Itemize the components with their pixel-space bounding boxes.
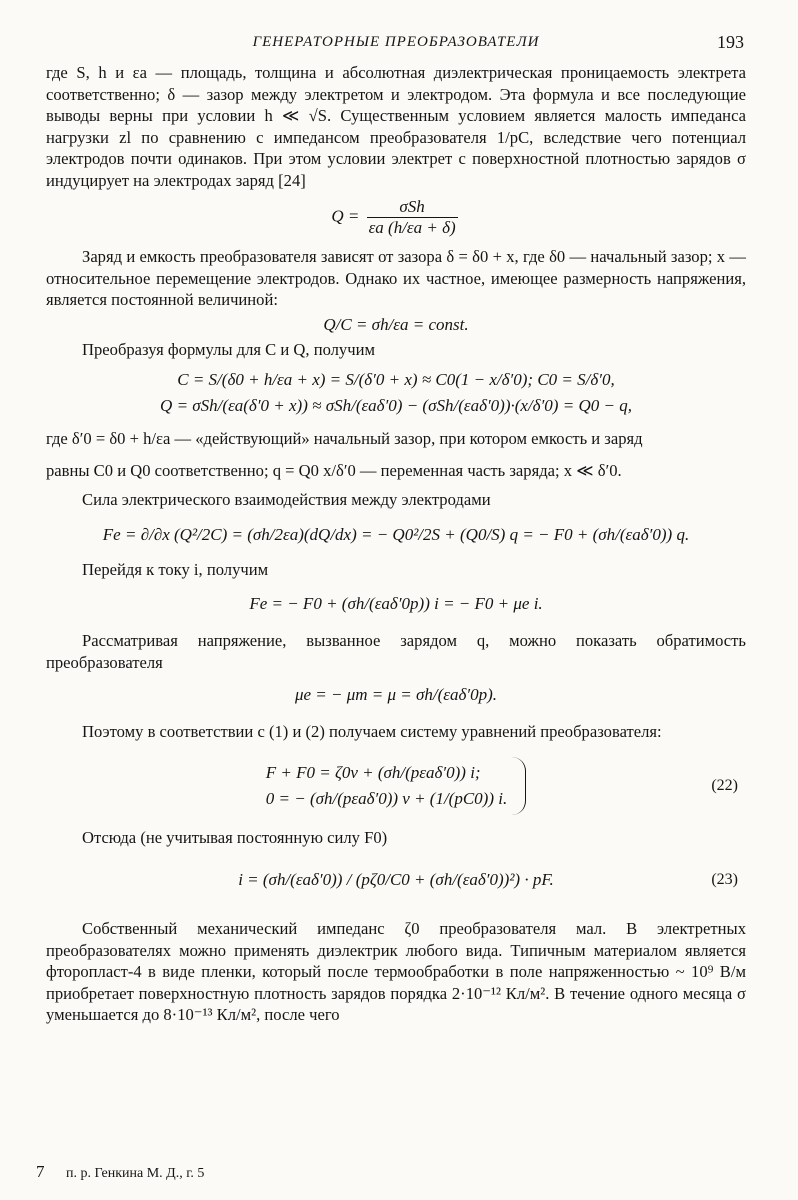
- paragraph-4a: где δ′0 = δ0 + h/εa — «действующий» начальный зазор, при котором емкость и заряд: [46, 429, 643, 448]
- page-number: 193: [717, 32, 744, 52]
- page-footer: [36, 1162, 204, 1182]
- footer-text: п. р. Генкина М. Д., г. 5: [66, 1166, 205, 1181]
- signature-mark: 7: [36, 1162, 45, 1181]
- paragraph-3: Преобразуя формулы для C и Q, получим: [82, 339, 375, 359]
- running-header: [46, 26, 746, 62]
- equation-q-fraction: [367, 197, 458, 238]
- paragraph-8: Поэтому в соответствии с (1) и (2) получаем систему уравнений преобразователя:: [82, 722, 662, 741]
- equation-q-expanded: Q = σSh/(εa(δ′0 + x)) ≈ σSh/(εaδ′0) − (σSh/(εaδ′0))·(x/δ′0) = Q0 − q,: [160, 396, 632, 415]
- equation-qc: Q/C = σh/εa = const.: [323, 314, 469, 334]
- book-page: [46, 26, 746, 1186]
- equation-system-line-2: 0 = − (σh/(pεaδ′0)) v + (1/(pC0)) i.: [265, 788, 508, 808]
- equation-number-22: (22): [711, 776, 738, 794]
- paragraph-2: Заряд и емкость преобразователя зависят от зазора δ = δ0 + x, где δ0 — начальный зазор; x — относительное перемещение электродов. Однако их частное, имеющее размерность напряжения, является постоянной величиной:: [46, 247, 746, 309]
- equation-system-line-1: F + F0 = ζ0v + (σh/(pεaδ′0)) i;: [265, 762, 481, 782]
- running-title: ГЕНЕРАТОРНЫЕ ПРЕОБРАЗОВАТЕЛИ: [252, 34, 540, 50]
- equation-q-denominator: εa (h/εa + δ): [368, 218, 456, 237]
- equation-i-23: [46, 870, 746, 890]
- paragraph-10: Собственный механический импеданс ζ0 преобразователя мал. В электретных преобразователях можно применять диэлектрик любого вида. Типичным материалом является фторопласт-4 в виде пленки, который после термообработки в поле напряженностью ~ 10⁹ В/м приобретает поверхностную плотность зарядов порядка 2·10⁻¹² Кл/м². В течение одного месяца σ уменьшается до 8·10⁻¹³ Кл/м², после чего: [46, 919, 746, 1024]
- equation-q-lhs: Q =: [331, 206, 360, 226]
- equation-number-23: (23): [711, 871, 738, 888]
- equation-q: [46, 197, 746, 238]
- equation-system-22: [46, 757, 746, 815]
- paragraph-9: Отсюда (не учитывая постоянную силу F0): [82, 827, 388, 847]
- paragraph-4b: равны C0 и Q0 соответственно; q = Q0 x/δ′0 — переменная часть заряда; x ≪ δ′0.: [46, 460, 622, 480]
- equation-fe-1: Fe = ∂/∂x (Q²/2C) = (σh/2εa)(dQ/dx) = − Q0²/2S + (Q0/S) q = − F0 + (σh/(εaδ′0)) q.: [102, 524, 690, 544]
- equation-q-numerator: σSh: [367, 197, 458, 218]
- equation-system-brace: [266, 757, 526, 815]
- equation-fe-2: Fe = − F0 + (σh/(εaδ′0p)) i = − F0 + μe i.: [249, 594, 543, 613]
- equation-c: C = S/(δ0 + h/εa + x) = S/(δ′0 + x) ≈ C0(1 − x/δ′0); C0 = S/δ′0,: [177, 370, 615, 389]
- equation-mu: μe = − μm = μ = σh/(εaδ′0p).: [294, 685, 498, 704]
- paragraph-6: Перейдя к току i, получим: [82, 559, 269, 579]
- equation-i-body: i = (σh/(εaδ′0)) / (pζ0/C0 + (σh/(εaδ′0))²) · pF.: [238, 870, 554, 889]
- paragraph-7: Рассматривая напряжение, вызванное зарядом q, можно показать обратимость преобразователя: [46, 631, 746, 672]
- paragraph-1: где S, h и εa — площадь, толщина и абсолютная диэлектрическая проницаемость электрета соответственно; δ — зазор между электретом и электродом. Эта формула и все последующие выводы верны при условии h ≪ √S. Существенным условием является малость импеданса нагрузки zl по сравнению с импедансом преобразователя 1/pC, вследствие чего потенциал электродов почти одинаков. При этом условии электрет с поверхностной плотностью зарядов σ индуцирует на электродах заряд [24]: [46, 63, 746, 190]
- paragraph-5: Сила электрического взаимодействия между электродами: [82, 490, 491, 509]
